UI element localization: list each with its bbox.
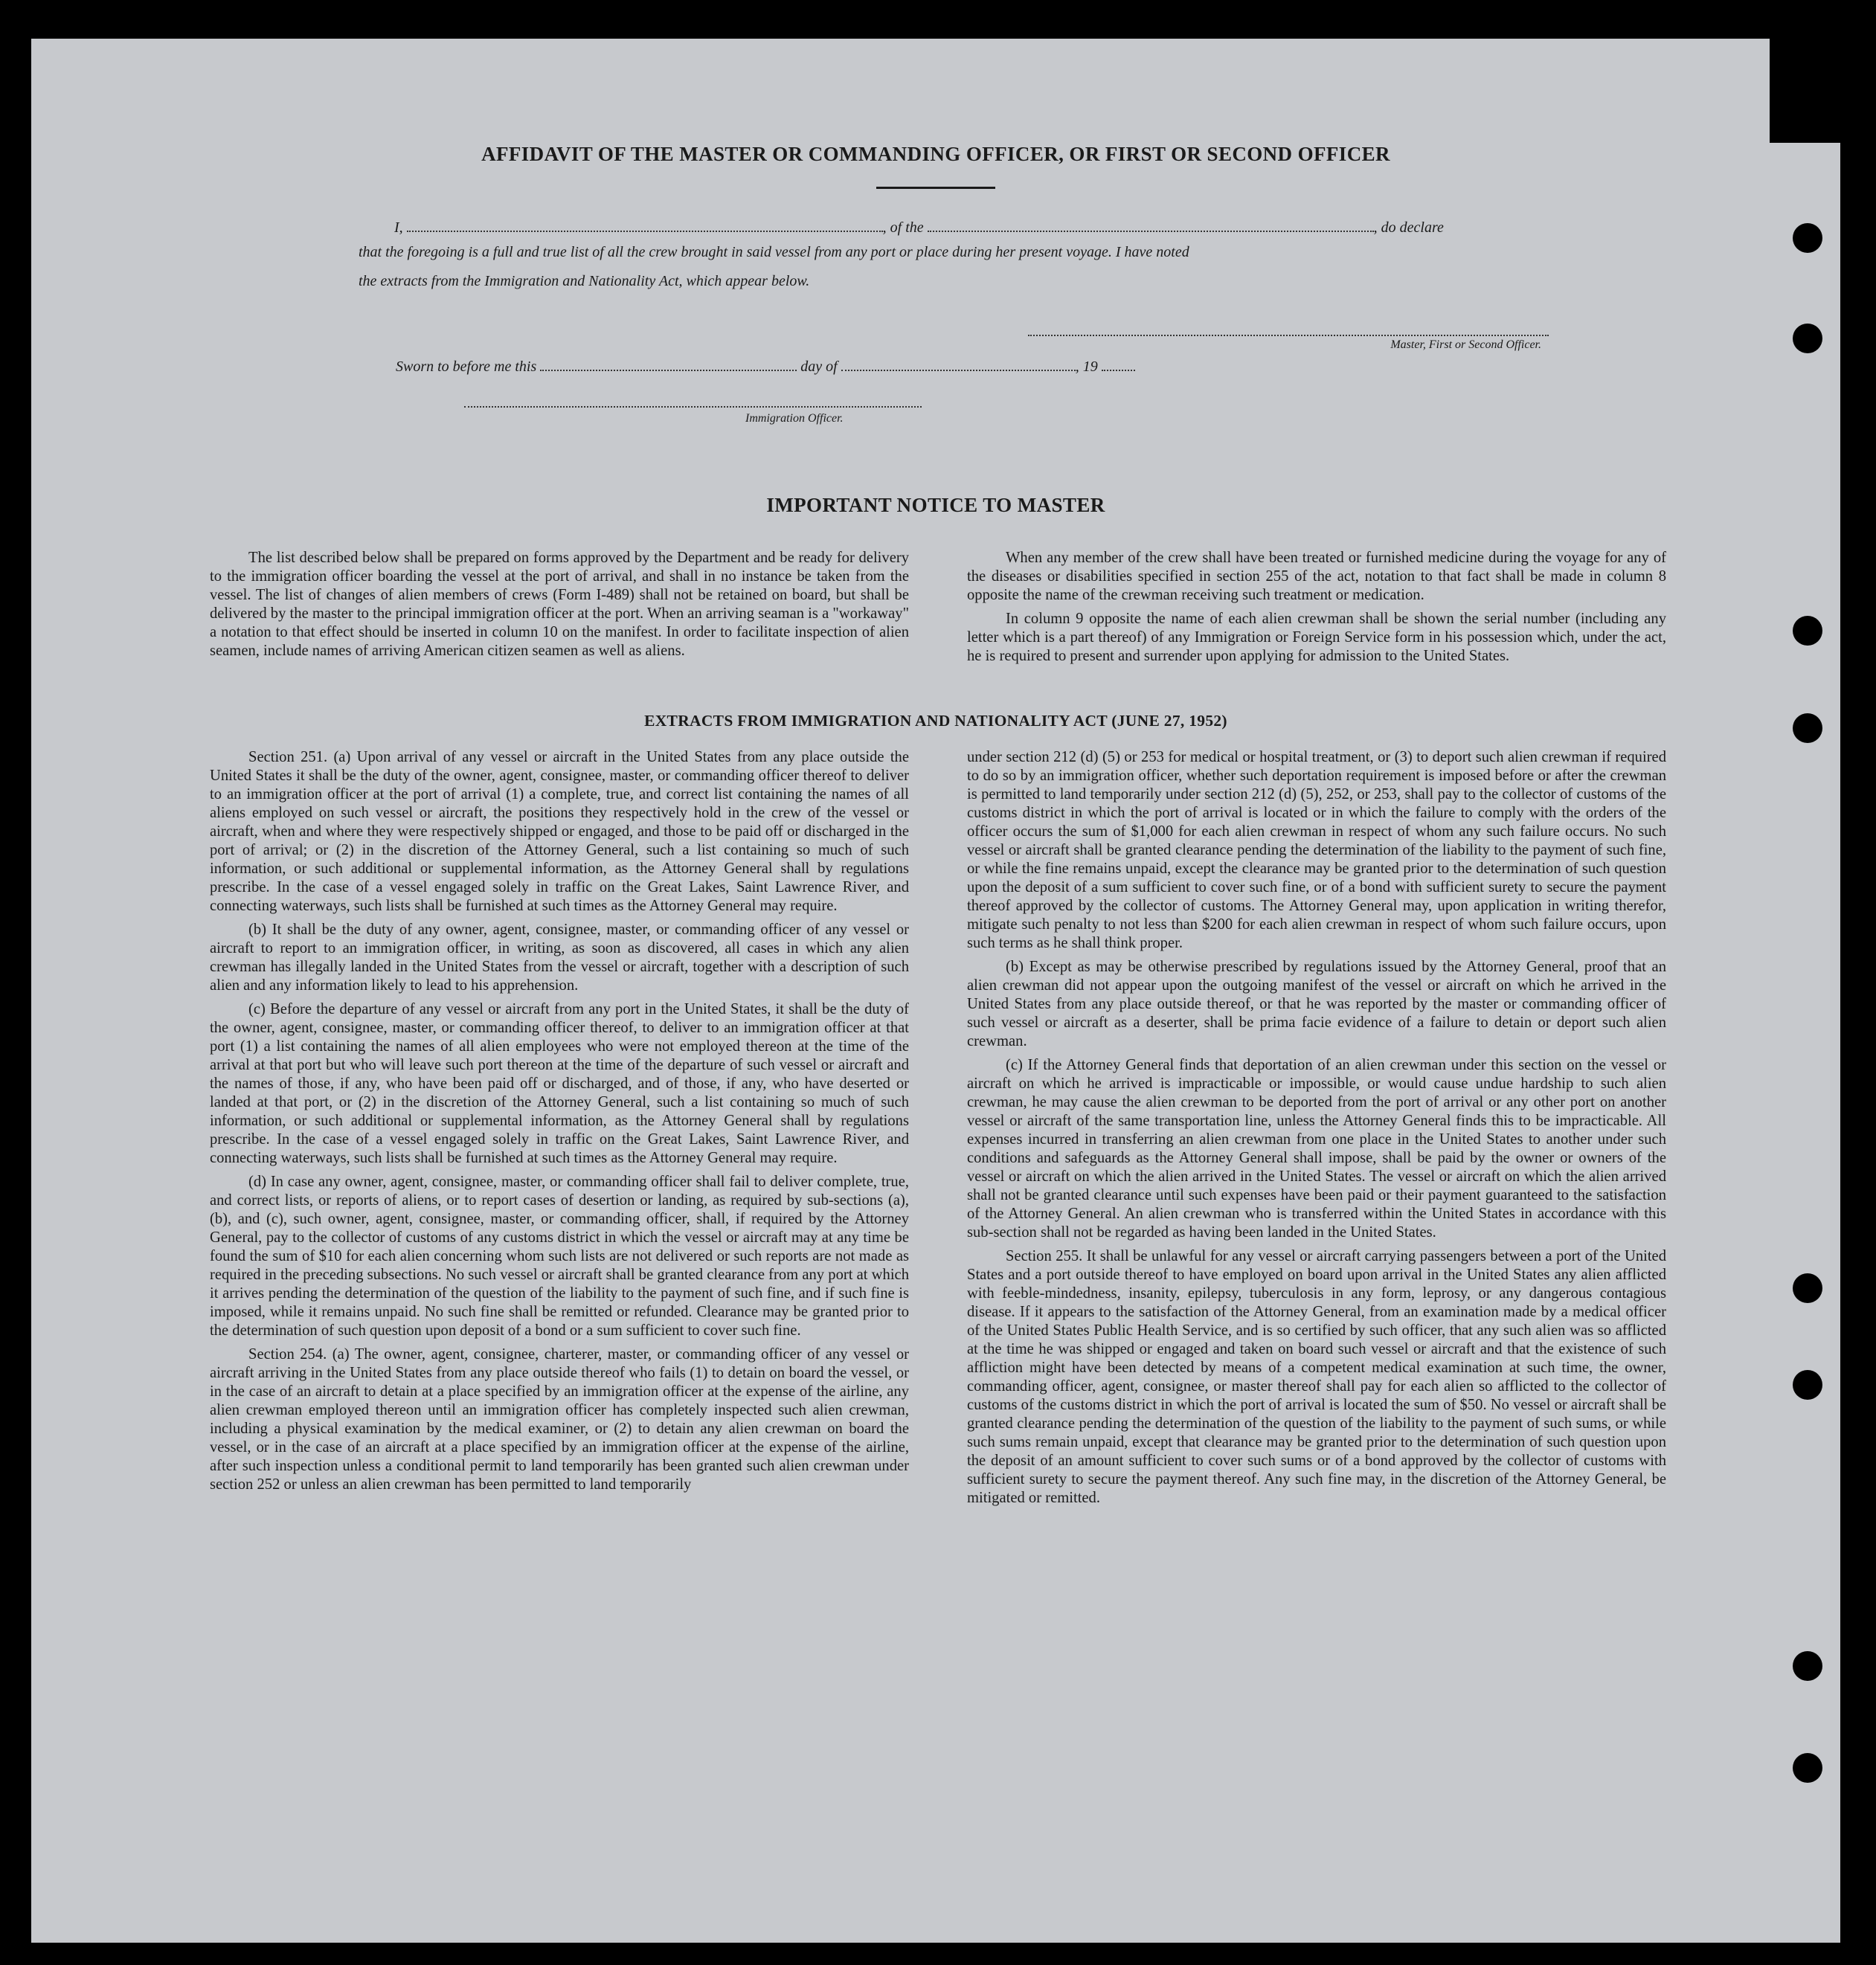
punch-hole-icon [1793,223,1822,253]
punch-hole-icon [1793,1651,1822,1681]
section-251-b: (b) It shall be the duty of any owner, agent, consignee, master, or commanding officer of any vessel or aircraft to report to an immigration officer, in writing, as soon as discovered, all cases in which any alien crewman has illegally landed in the United States from the vessel or aircraft, together with a description of such alien and any information likely to lead to his apprehension. [210,922,909,994]
notice-left-column [210,549,909,666]
immigration-officer-label: Immigration Officer. [745,412,844,425]
sworn-month-field[interactable] [841,359,1076,371]
punch-hole-icon [1793,324,1822,353]
master-signature-field[interactable] [1028,335,1549,336]
document-page [31,39,1840,1943]
notice-title: IMPORTANT NOTICE TO MASTER [766,494,1105,516]
section-254-b: (b) Except as may be otherwise prescribed by regulations issued by the Attorney General, proof that an alien crewman did not appear upon the outgoing manifest of the vessel or aircraft on which he arrived in the United States from any place outside thereof, or that he was reported by the master or commanding officer of such vessel or aircraft as a deserter, shall be prima facie evidence of a failure to detain or deport such alien crewman. [967,959,1666,1049]
page-corner-tab [1770,39,1840,143]
extracts-title: EXTRACTS FROM IMMIGRATION AND NATIONALITY ACT (JUNE 27, 1952) [644,712,1227,730]
punch-hole-icon [1793,1370,1822,1400]
affidavit-declaration-line: I, , of the , do declare [394,219,1444,236]
notice-right-paragraph-2: In column 9 opposite the name of each alien crewman shall be shown the serial number (including any letter which is a part thereof) of any Immigration or Foreign Service form in his possession which, under the act, he is required to present and surrender upon applying for admission to the United States. [967,611,1666,664]
immigration-officer-signature-field[interactable] [464,406,922,408]
notice-right-paragraph-1: When any member of the crew shall have been treated or furnished medicine during the voyage for any of the diseases or disabilities specified in section 255 of the act, notation to that fact shall be made in column 8 opposite the name of the crewman receiving such treatment or medication. [967,550,1666,603]
sworn-day-field[interactable] [540,359,797,371]
title-underline [876,187,995,189]
extracts-left-column [210,748,909,1499]
section-254-a-continued: under section 212 (d) (5) or 253 for medical or hospital treatment, or (3) to deport such alien crewman if required to do so by an immigration officer, whether such deportation requirement is imposed before or after the crewman is permitted to land temporarily under section 212 (d) (5), 252, or 253, shall pay to the collector of customs of the customs district in which the port of arrival is located or in which the failure to comply with the orders of the officer occurs the sum of $1,000 for each alien crewman in respect of whom any such failure occurs. No such vessel or aircraft shall be granted clearance pending the determination of the liability to the payment of such fine, or while the fine remains unpaid, except the clearance may be granted prior to the determination of such question upon the deposit of a sum sufficient to cover such fine, or of a bond with sufficient surety to secure the payment thereof approved by the collector of customs. The Attorney General may, upon application in writing therefor, mitigate such penalty to not less than $200 for each alien crewman in respect of whom such failure occurs, upon such terms as he shall think proper. [967,749,1666,951]
section-255: Section 255. It shall be unlawful for any vessel or aircraft carrying passengers between a port of the United States and a port outside thereof to have employed on board upon arrival in the United States any alien afflicted with feeble-mindedness, insanity, epilepsy, tuberculosis in any form, leprosy, or any dangerous contagious disease. If it appears to the satisfaction of the Attorney General, from an examination made by a medical officer of the United States Public Health Service, and is so certified by such officer, that any such alien was so afflicted at the time he was shipped or engaged and taken on board such vessel or aircraft and that the existence of such affliction might have been detected by means of a competent medical examination at such time, the owner, commanding officer, agent, consignee, or master thereof shall pay for each alien so afflicted to the collector of customs of the customs district in which the port of arrival is located the sum of $50. No vessel or aircraft shall be granted clearance pending the determination of the question of the liability to the payment of such sums, or while such sums remain unpaid, except that clearance may be granted prior to the determination of such question upon the deposit of an amount sufficient to cover such sums or of a bond approved by the collector of customs with sufficient surety to secure the payment thereof. Any such fine may, in the discretion of the Attorney General, be mitigated or remitted. [967,1248,1666,1506]
declarant-name-field[interactable] [407,220,883,232]
section-254-a: Section 254. (a) The owner, agent, consignee, charterer, master, or commanding officer of any vessel or aircraft arriving in the United States from any place outside thereof who fails (1) to detain on board the vessel, or in the case of an aircraft to detain at a place specified by an immigration officer at the expense of the airline, any alien crewman employed thereon until an immigration officer has completely inspected such alien crewman, including a physical examination by the medical examiner, or (2) to detain any alien crewman on board the vessel, or in the case of an aircraft at a place specified by an immigration officer at the expense of the airline, after such inspection unless a conditional permit to land temporarily has been granted such alien crewman under section 252 or unless an alien crewman has been permitted to land temporarily [210,1346,909,1493]
section-251-d: (d) In case any owner, agent, consignee, master, or commanding officer shall fail to deliver complete, true, and correct lists, or reports of aliens, or to report cases of desertion or landing, as required by sub-sections (a), (b), and (c), such owner, agent, consignee, master, or commanding officer, shall, if required by the Attorney General, pay to the collector of customs of any customs district in which the vessel or aircraft may at any time be found the sum of $10 for each alien concerning whom such lists are not delivered or such reports are not made as required in the preceding subsections. No such vessel or aircraft shall be granted clearance from any port at which it arrives pending the determination of the question of the liability to the payment of such fine, and if such fine is imposed, while it remains unpaid. No such fine shall be remitted or refunded. Clearance may be granted prior to the determination of such question upon deposit of a bond or a sum sufficient to cover such fine. [210,1174,909,1339]
vessel-name-field[interactable] [928,220,1374,232]
affidavit-statement-1: that the foregoing is a full and true list of all the crew brought in said vessel from any port or place during her present voyage. I have noted [359,244,1189,260]
sworn-line: Sworn to before me this day of , 19 [396,358,1363,376]
section-254-c: (c) If the Attorney General finds that deportation of an alien crewman under this section on the vessel or aircraft on which he arrived is impracticable or impossible, or would cause undue hardship to such alien crewman, he may cause the alien crewman to be deported from the port of arrival or any other port on another vessel or aircraft of the same transportation line, unless the Attorney General finds this to be impracticable. All expenses incurred in transferring an alien crewman from one place in the United States to another under such conditions and safeguards as the Attorney General shall impose, shall be paid by the owner or owners of the vessel or aircraft on which the alien arrived in the United States. The vessel or aircraft on which the alien arrived shall not be granted clearance until such expenses have been paid or their payment guaranteed to the satisfaction of the Attorney General. An alien crewman who is transferred within the United States in accordance with this sub-section shall not be regarded as having been landed in the United States. [967,1057,1666,1241]
notice-right-column [967,549,1666,671]
master-signature-label: Master, First or Second Officer. [1390,338,1541,351]
extracts-right-column [967,748,1666,1513]
section-251-c: (c) Before the departure of any vessel or aircraft from any port in the United States, it shall be the duty of the owner, agent, consignee, master, or commanding officer thereof, to deliver to an immigration officer at that port (1) a list containing the names of all alien employees who were not employed thereon at the time of the arrival at that port but who will leave such port thereon at the time of the departure of such vessel or aircraft and the names of those, if any, who have been paid off or discharged, and of those, if any, who have deserted or landed at that port, or (2) in the discretion of the Attorney General, such a list containing so much of such information, or such additional or supplemental information, as the Attorney General shall by regulations prescribe. In the case of a vessel engaged solely in traffic on the Great Lakes, Saint Lawrence River, and connecting waterways, such lists shall be furnished at such times as the Attorney General may require. [210,1001,909,1166]
punch-hole-icon [1793,616,1822,646]
notice-left-paragraph: The list described below shall be prepared on forms approved by the Department and be ready for delivery to the immigration officer boarding the vessel at the port of arrival, and shall in no instance be taken from the vessel. The list of changes of alien members of crews (Form I-489) shall not be retained on board, but shall be delivered by the master to the principal immigration officer at the port. When an arriving seaman is a "workaway" a notation to that effect should be inserted in column 10 on the manifest. In order to facilitate inspection of alien seamen, include names of arriving American citizen seamen as well as aliens. [210,550,909,659]
section-251-a: Section 251. (a) Upon arrival of any vessel or aircraft in the United States from any place outside the United States it shall be the duty of the owner, agent, consignee, master, or commanding officer thereof to deliver to an immigration officer at the port of arrival (1) a complete, true, and correct list containing the names of all aliens employed on such vessel or aircraft, the positions they respectively hold in the crew of the vessel or aircraft, when and where they were respectively shipped or engaged, and those to be paid off or discharged in the port of arrival; or (2) in the discretion of the Attorney General, such a list containing so much of such information, or such additional or supplemental information, as the Attorney General shall by regulations prescribe. In the case of a vessel engaged solely in traffic on the Great Lakes, Saint Lawrence River, and connecting waterways, such lists shall be furnished at such times as the Attorney General may require. [210,749,909,914]
affidavit-statement-2: the extracts from the Immigration and Nationality Act, which appear below. [359,273,810,289]
punch-hole-icon [1793,1273,1822,1303]
sworn-year-field[interactable] [1102,359,1135,371]
affidavit-title: AFFIDAVIT OF THE MASTER OR COMMANDING OFFICER, OR FIRST OR SECOND OFFICER [481,143,1390,165]
punch-hole-icon [1793,1753,1822,1783]
